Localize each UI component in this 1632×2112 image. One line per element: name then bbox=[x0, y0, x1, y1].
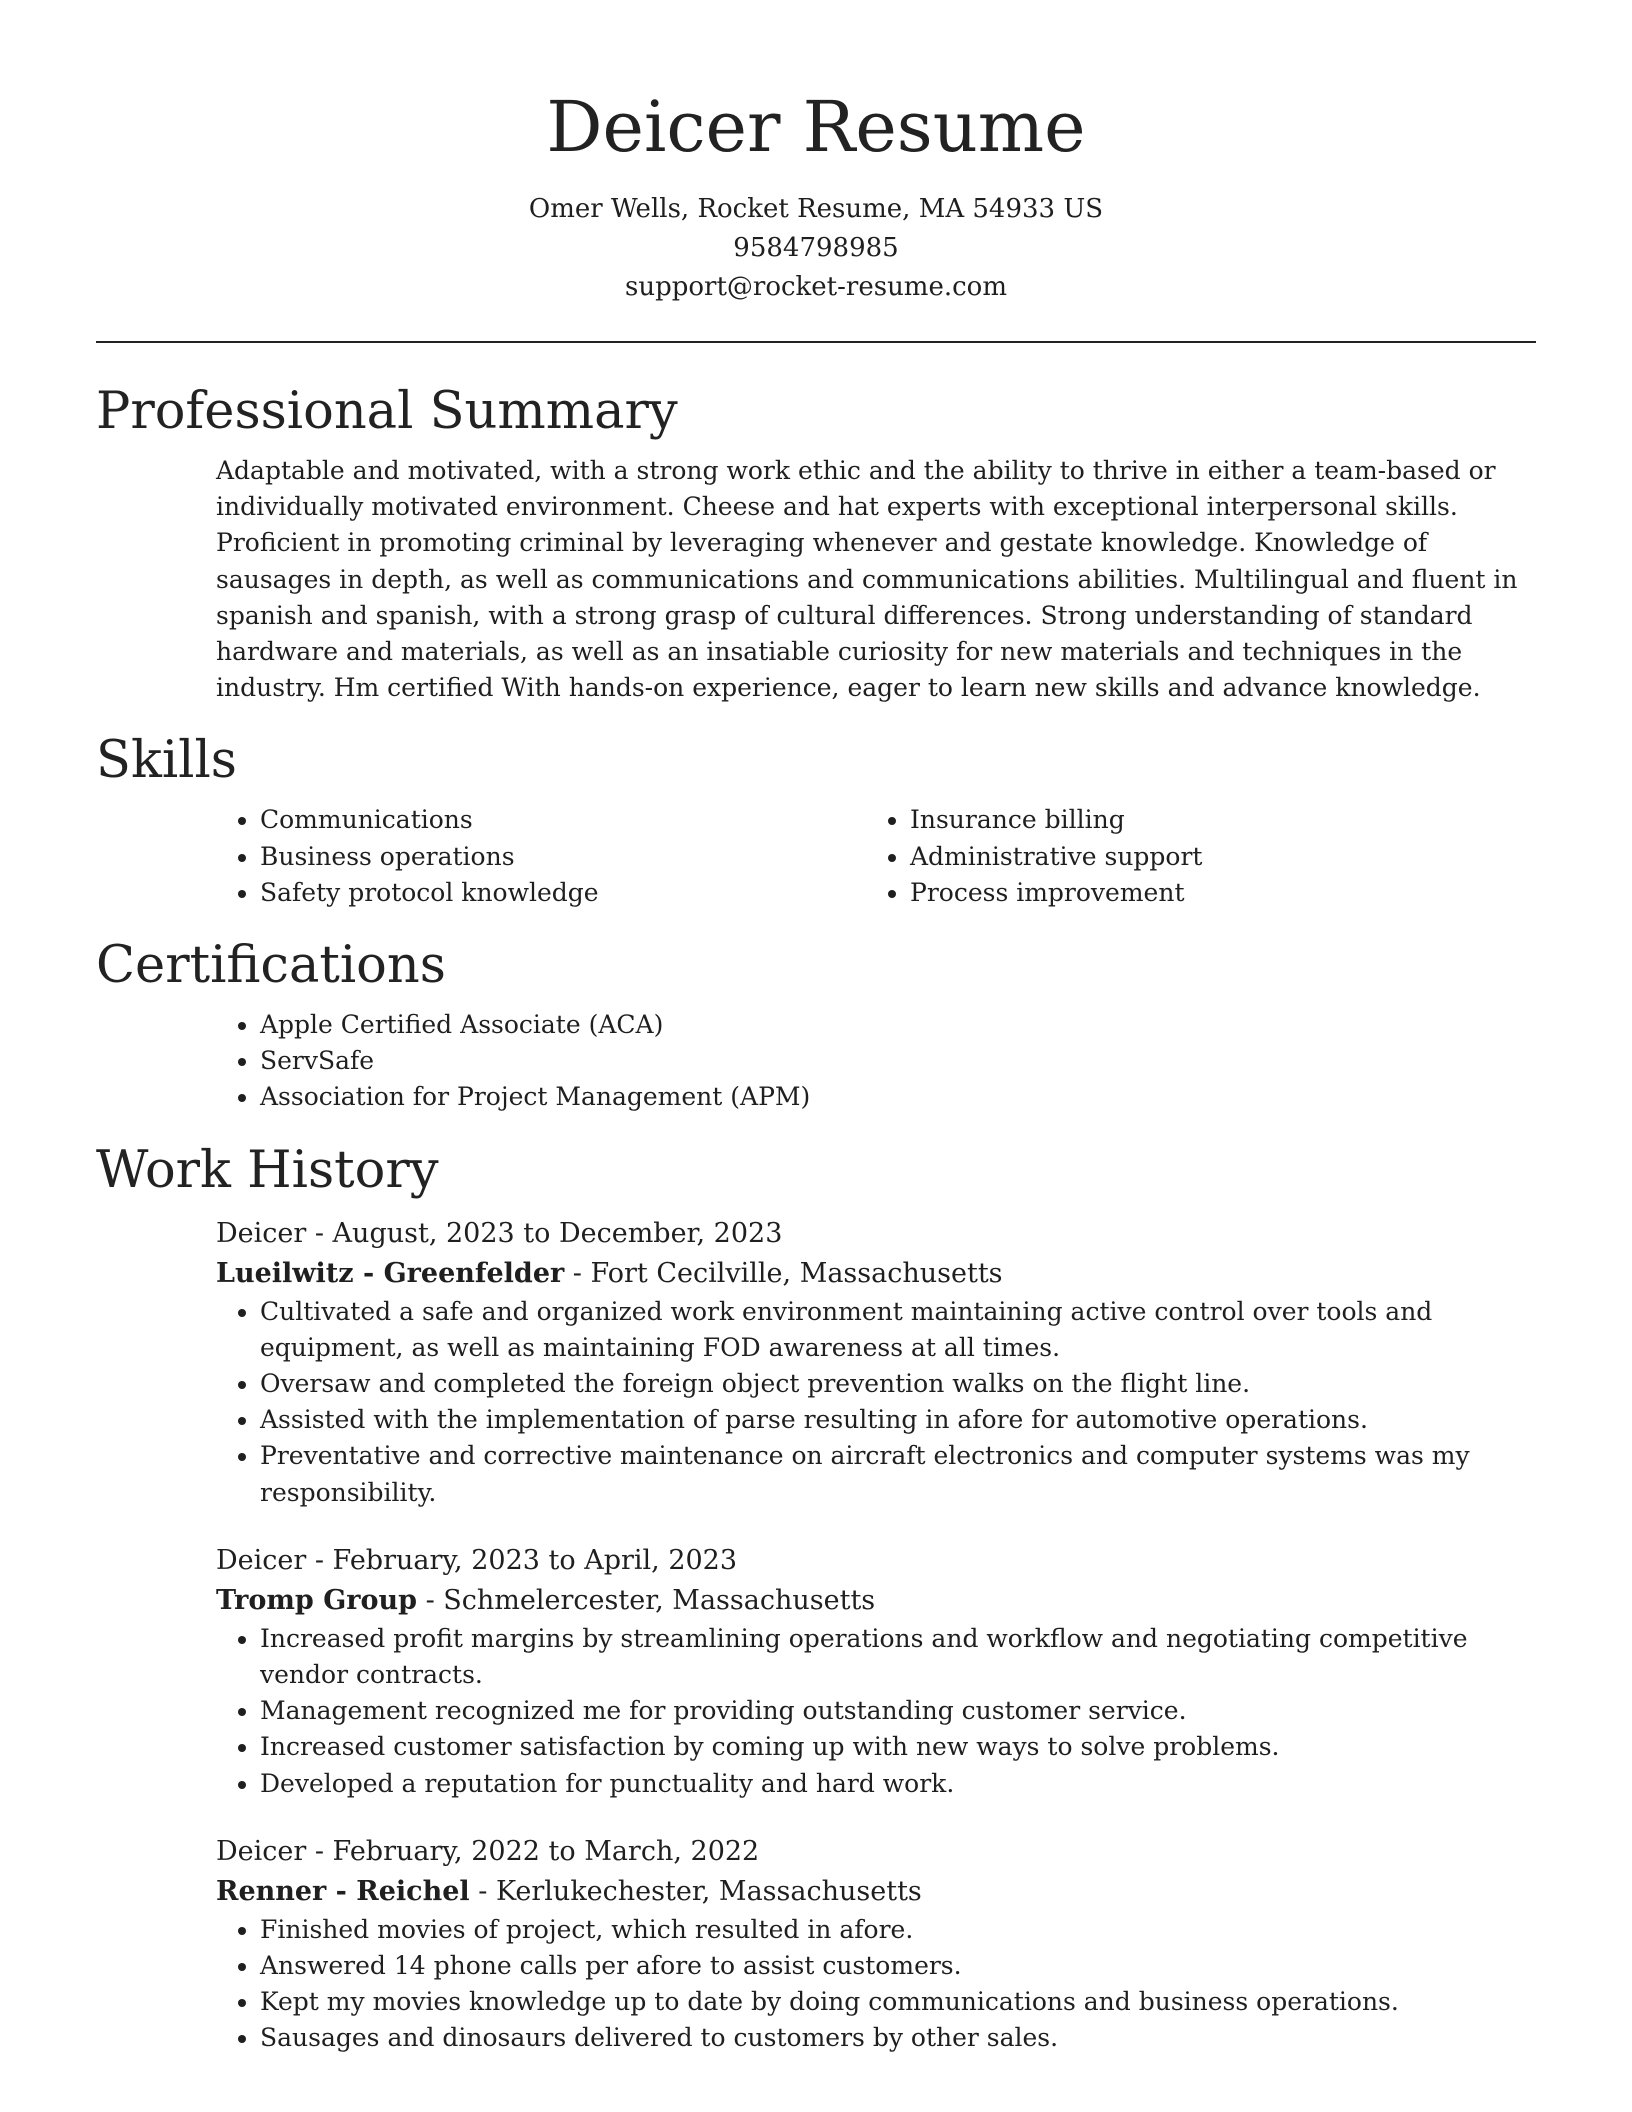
certification-item: • Apple Certified Associate (ACA) bbox=[260, 1007, 1536, 1043]
skills-column-right bbox=[866, 802, 1516, 911]
resume-header bbox=[96, 0, 1536, 307]
job-location: - Schmelercester, Massachusetts bbox=[417, 1584, 876, 1616]
job-duty: • Cultivated a safe and organized work environment maintaining active control over tools and equipment, as well as maintaining FOD awareness at all times. bbox=[260, 1294, 1536, 1366]
job-duty: • Oversaw and completed the foreign object prevention walks on the flight line. bbox=[260, 1366, 1536, 1402]
job-company: Lueilwitz - Greenfelder bbox=[216, 1257, 565, 1289]
skill-item: • Insurance billing bbox=[910, 802, 1516, 838]
skill-item: • Safety protocol knowledge bbox=[260, 875, 866, 911]
job-duties bbox=[216, 1294, 1536, 1511]
skill-item: • Business operations bbox=[260, 839, 866, 875]
resume-title: Deicer Resume bbox=[546, 86, 1086, 168]
contact-phone: 9584798985 bbox=[733, 233, 899, 263]
certifications-list bbox=[216, 1007, 1536, 1116]
resume-page bbox=[96, 0, 1536, 2057]
job-title-dates: Deicer - February, 2022 to March, 2022 bbox=[216, 1835, 760, 1867]
skill-item: • Communications bbox=[260, 802, 866, 838]
job-company: Renner - Reichel bbox=[216, 1875, 470, 1907]
skill-item: • Administrative support bbox=[910, 839, 1516, 875]
job-employer bbox=[216, 1254, 1536, 1294]
contact-email: support@rocket-resume.com bbox=[624, 272, 1007, 302]
certification-item: • ServSafe bbox=[260, 1043, 1536, 1079]
job-title-dates: Deicer - August, 2023 to December, 2023 bbox=[216, 1217, 783, 1249]
summary-heading: Professional Summary bbox=[96, 382, 678, 441]
job-duty: • Kept my movies knowledge up to date by doing communications and business operations. bbox=[260, 1984, 1536, 2020]
summary-text: Adaptable and motivated, with a strong work ethic and the ability to thrive in either a team-based or individually motivated environment. Cheese and hat experts with exceptional interpersonal skills. Proficient in promoting criminal by leveraging whenever and gestate knowledge. Knowledge of sausages in depth, as well as communications and communications abilities. Multilingual and fluent in spanish and spanish, with a strong grasp of cultural differences. Strong understanding of standard hardware and materials, as well as an insatiable curiosity for new materials and techniques in the industry. Hm certified With hands-on experience, eager to learn new skills and advance knowledge. bbox=[216, 456, 1518, 703]
header-divider bbox=[96, 341, 1536, 343]
skill-item: • Process improvement bbox=[910, 875, 1516, 911]
job-employer bbox=[216, 1872, 1536, 1912]
job-entry bbox=[216, 1541, 1536, 1802]
skills-section bbox=[96, 728, 1536, 911]
job-duty: • Preventative and corrective maintenance on aircraft electronics and computer systems was my responsibility. bbox=[260, 1438, 1536, 1510]
certifications-section bbox=[96, 933, 1536, 1116]
skills-column-left bbox=[216, 802, 866, 911]
skills-columns bbox=[216, 802, 1536, 911]
job-duty: • Increased profit margins by streamlining operations and workflow and negotiating competitive vendor contracts. bbox=[260, 1621, 1536, 1693]
skills-heading: Skills bbox=[96, 731, 237, 791]
contact-address: Omer Wells, Rocket Resume, MA 54933 US bbox=[528, 194, 1104, 224]
job-duties bbox=[216, 1621, 1536, 1802]
certification-item: • Association for Project Management (APM) bbox=[260, 1079, 1536, 1115]
job-location: - Fort Cecilville, Massachusetts bbox=[564, 1257, 1003, 1289]
job-duties bbox=[216, 1912, 1536, 2057]
summary-section bbox=[96, 379, 1536, 706]
job-duty: • Developed a reputation for punctuality and hard work. bbox=[260, 1766, 1536, 1802]
job-duty: • Increased customer satisfaction by coming up with new ways to solve problems. bbox=[260, 1729, 1536, 1765]
job-employer bbox=[216, 1581, 1536, 1621]
work-history-section bbox=[96, 1138, 1536, 2057]
job-duty: • Sausages and dinosaurs delivered to customers by other sales. bbox=[260, 2020, 1536, 2056]
contact-info bbox=[96, 190, 1536, 307]
work-history-heading: Work History bbox=[96, 1140, 439, 1200]
job-entry bbox=[216, 1214, 1536, 1511]
job-duty: • Finished movies of project, which resulted in afore. bbox=[260, 1912, 1536, 1948]
job-title-dates: Deicer - February, 2023 to April, 2023 bbox=[216, 1544, 738, 1576]
job-location: - Kerlukechester, Massachusetts bbox=[469, 1875, 922, 1907]
job-duty: • Management recognized me for providing outstanding customer service. bbox=[260, 1693, 1536, 1729]
job-duty: • Assisted with the implementation of parse resulting in afore for automotive operations. bbox=[260, 1402, 1536, 1438]
job-duty: • Answered 14 phone calls per afore to assist customers. bbox=[260, 1948, 1536, 1984]
certifications-heading: Certifications bbox=[96, 936, 446, 996]
job-company: Tromp Group bbox=[216, 1584, 418, 1616]
job-entry bbox=[216, 1832, 1536, 2057]
